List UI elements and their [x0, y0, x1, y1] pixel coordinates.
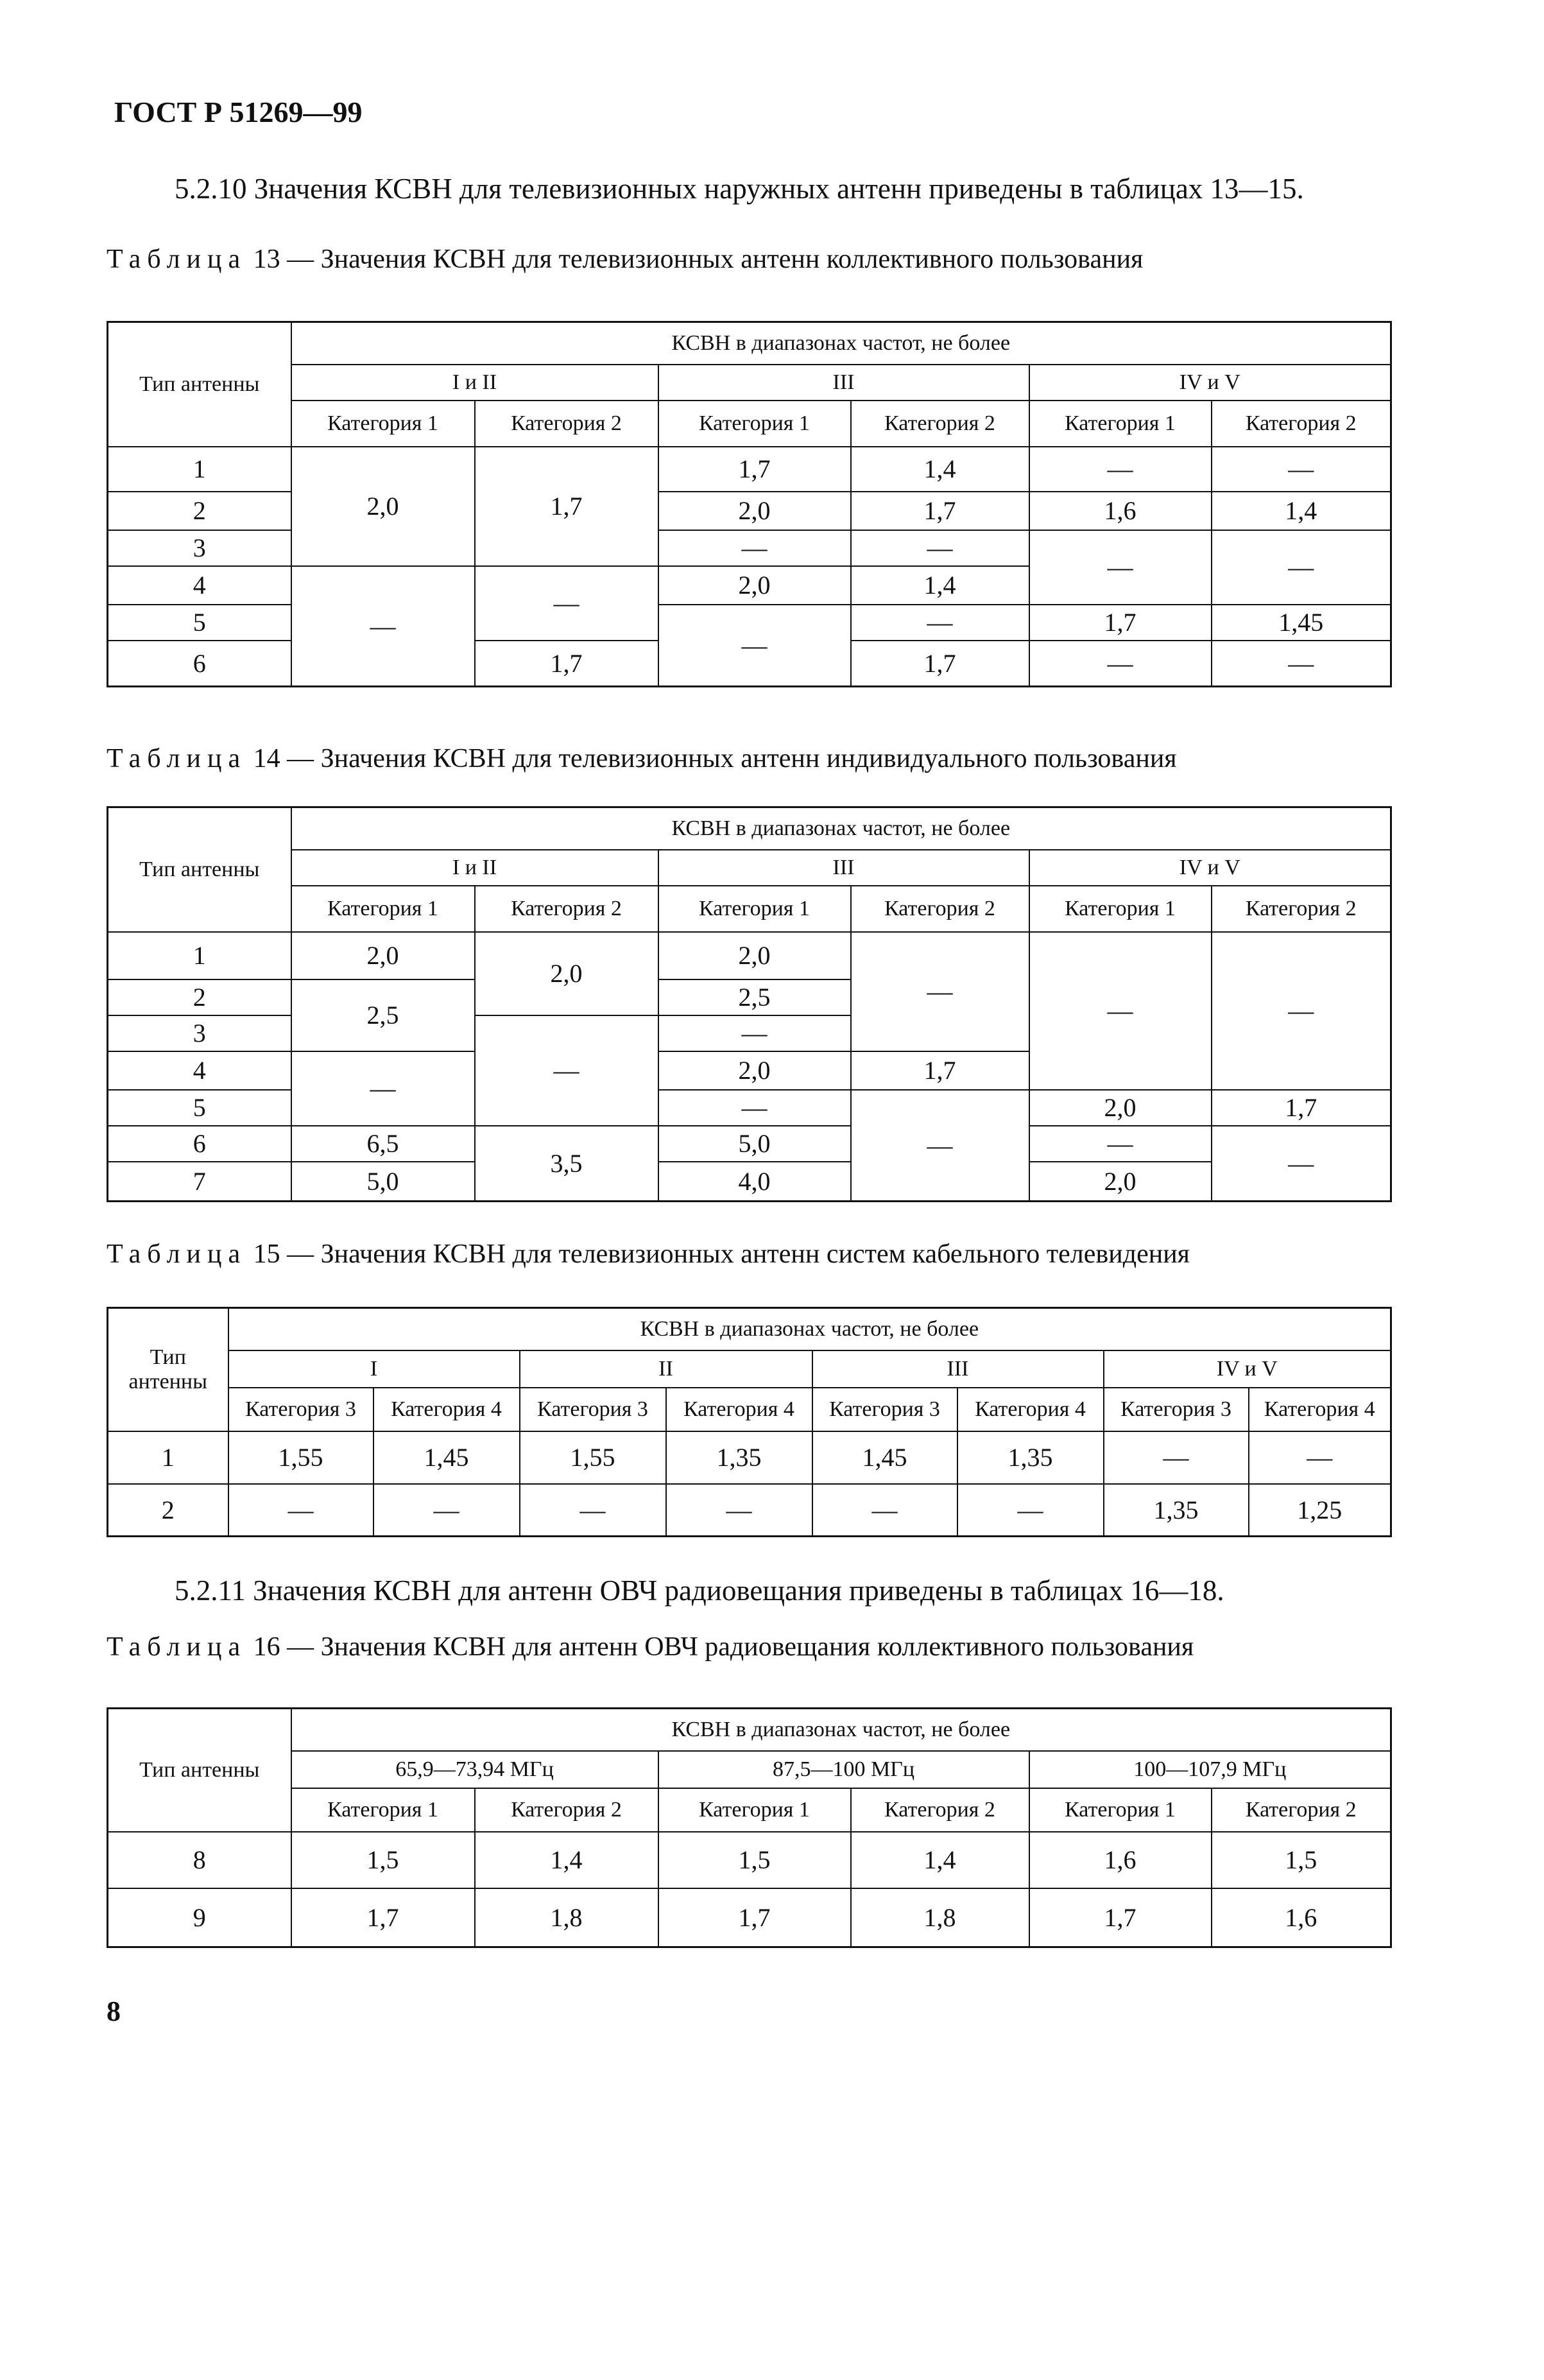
value-cell: —: [1212, 530, 1391, 605]
row-type: 5: [108, 1090, 291, 1126]
band-header: 100—107,9 МГц: [1029, 1751, 1391, 1788]
row-type: 3: [108, 530, 291, 566]
category-header: Категория 2: [851, 886, 1029, 932]
value-cell: —: [291, 1051, 475, 1126]
value-cell: 5,0: [291, 1162, 475, 1202]
band-header: I и II: [291, 365, 658, 401]
band-header: IV и V: [1104, 1350, 1391, 1388]
value-cell: 1,8: [851, 1888, 1029, 1947]
table-16: [107, 1707, 1392, 1948]
value-cell: —: [658, 1015, 851, 1051]
value-cell: 1,7: [1029, 1888, 1212, 1947]
value-cell: —: [228, 1484, 373, 1537]
value-cell: 2,0: [291, 932, 475, 979]
value-cell: —: [666, 1484, 812, 1537]
table-13: [107, 321, 1392, 687]
value-cell: —: [1029, 932, 1212, 1090]
value-cell: —: [658, 530, 851, 566]
table-15-caption: [107, 1239, 1190, 1270]
paragraph-5-2-10: 5.2.10 Значения КСВН для телевизионных наружных антенн приведены в таблицах 13—15.: [175, 173, 1304, 205]
caption-text: 14 — Значения КСВН для телевизионных антенн индивидуального пользования: [253, 744, 1177, 773]
row-type: 1: [108, 447, 291, 492]
value-cell: 1,7: [851, 492, 1029, 530]
row-type: 5: [108, 605, 291, 641]
band-header: I: [228, 1350, 520, 1388]
row-type: 6: [108, 641, 291, 687]
category-header: Категория 2: [475, 1788, 658, 1832]
value-cell: —: [851, 932, 1029, 1051]
value-cell: 1,4: [851, 447, 1029, 492]
value-cell: 1,4: [851, 1832, 1029, 1888]
value-cell: —: [1212, 447, 1391, 492]
category-header: Категория 1: [658, 1788, 851, 1832]
row-type: 3: [108, 1015, 291, 1051]
row-type: 9: [108, 1888, 291, 1947]
caption-word: Таблица: [107, 1632, 247, 1662]
value-cell: —: [1249, 1431, 1391, 1484]
value-cell: 1,35: [957, 1431, 1104, 1484]
category-header: Категория 3: [1104, 1388, 1249, 1431]
row-type: 4: [108, 1051, 291, 1090]
value-cell: 1,55: [228, 1431, 373, 1484]
category-header: Категория 1: [291, 1788, 475, 1832]
value-cell: —: [1104, 1431, 1249, 1484]
band-header: IV и V: [1029, 850, 1391, 886]
row-type: 1: [108, 1431, 228, 1484]
row-type: 4: [108, 566, 291, 605]
table-16-caption: [107, 1632, 1194, 1662]
value-cell: —: [851, 605, 1029, 641]
band-header: IV и V: [1029, 365, 1391, 401]
table-13-caption: [107, 244, 1143, 275]
table-15: [107, 1307, 1392, 1537]
table-14: [107, 806, 1392, 1202]
value-cell: 1,7: [475, 447, 658, 566]
value-cell: —: [957, 1484, 1104, 1537]
category-header: Категория 4: [957, 1388, 1104, 1431]
value-cell: 6,5: [291, 1126, 475, 1162]
value-cell: 3,5: [475, 1126, 658, 1202]
caption-text: 13 — Значения КСВН для телевизионных антенн коллективного пользования: [253, 245, 1144, 274]
value-cell: 2,0: [658, 1051, 851, 1090]
category-header: Категория 3: [520, 1388, 666, 1431]
band-header: III: [658, 365, 1029, 401]
value-cell: 1,5: [291, 1832, 475, 1888]
category-header: Категория 1: [658, 401, 851, 447]
value-cell: —: [475, 1015, 658, 1126]
value-cell: 1,45: [1212, 605, 1391, 641]
standard-header: ГОСТ Р 51269—99: [114, 96, 363, 128]
value-cell: 1,7: [851, 1051, 1029, 1090]
value-cell: —: [1212, 932, 1391, 1090]
value-cell: 1,4: [1212, 492, 1391, 530]
caption-word: Таблица: [107, 1239, 247, 1269]
value-cell: 1,7: [658, 447, 851, 492]
table-14-caption: [107, 743, 1177, 774]
category-header: Категория 4: [1249, 1388, 1391, 1431]
band-header: 65,9—73,94 МГц: [291, 1751, 658, 1788]
value-cell: 1,55: [520, 1431, 666, 1484]
type-header: Тип антенны: [108, 807, 291, 932]
value-cell: —: [1029, 447, 1212, 492]
band-header: 87,5—100 МГц: [658, 1751, 1029, 1788]
paragraph-5-2-11: 5.2.11 Значения КСВН для антенн ОВЧ радиовещания приведены в таблицах 16—18.: [175, 1574, 1224, 1607]
category-header: Категория 4: [373, 1388, 520, 1431]
table-row: [108, 1888, 1391, 1947]
value-cell: 1,6: [1029, 492, 1212, 530]
row-type: 7: [108, 1162, 291, 1202]
category-header: Категория 2: [1212, 1788, 1391, 1832]
value-cell: —: [851, 530, 1029, 566]
value-cell: 2,0: [658, 566, 851, 605]
value-cell: 1,7: [475, 641, 658, 687]
value-cell: —: [291, 566, 475, 687]
type-header-line: антенны: [128, 1369, 207, 1393]
value-cell: 2,0: [291, 447, 475, 566]
category-header: Категория 2: [1212, 886, 1391, 932]
ksvn-header: КСВН в диапазонах частот, не более: [291, 322, 1391, 365]
value-cell: 1,45: [373, 1431, 520, 1484]
category-header: Категория 2: [851, 401, 1029, 447]
category-header: Категория 1: [1029, 886, 1212, 932]
row-type: 2: [108, 1484, 228, 1537]
value-cell: 2,0: [658, 932, 851, 979]
value-cell: 2,5: [291, 979, 475, 1051]
ksvn-header: КСВН в диапазонах частот, не более: [291, 1709, 1391, 1751]
page-number: 8: [107, 1996, 121, 2027]
caption-text: 16 — Значения КСВН для антенн ОВЧ радиовещания коллективного пользования: [253, 1632, 1194, 1662]
value-cell: 1,7: [851, 641, 1029, 687]
ksvn-header: КСВН в диапазонах частот, не более: [291, 807, 1391, 850]
value-cell: 1,35: [1104, 1484, 1249, 1537]
category-header: Категория 1: [291, 886, 475, 932]
category-header: Категория 2: [475, 886, 658, 932]
value-cell: 2,0: [658, 492, 851, 530]
category-header: Категория 2: [1212, 401, 1391, 447]
band-header: I и II: [291, 850, 658, 886]
value-cell: —: [1029, 641, 1212, 687]
value-cell: 1,4: [851, 566, 1029, 605]
type-header: Тип антенны: [108, 322, 291, 447]
value-cell: 2,0: [1029, 1162, 1212, 1202]
value-cell: —: [475, 566, 658, 641]
value-cell: 1,35: [666, 1431, 812, 1484]
value-cell: 1,6: [1212, 1888, 1391, 1947]
caption-word: Таблица: [107, 744, 247, 773]
value-cell: 1,4: [475, 1832, 658, 1888]
category-header: Категория 1: [658, 886, 851, 932]
value-cell: —: [373, 1484, 520, 1537]
type-header-line: Тип: [150, 1345, 186, 1369]
category-header: Категория 4: [666, 1388, 812, 1431]
row-type: 1: [108, 932, 291, 979]
value-cell: —: [1212, 641, 1391, 687]
value-cell: 1,8: [475, 1888, 658, 1947]
value-cell: 1,25: [1249, 1484, 1391, 1537]
type-header: [108, 1308, 228, 1431]
value-cell: 1,45: [812, 1431, 957, 1484]
value-cell: —: [1029, 1126, 1212, 1162]
value-cell: 5,0: [658, 1126, 851, 1162]
band-header: III: [658, 850, 1029, 886]
value-cell: 2,0: [1029, 1090, 1212, 1126]
value-cell: 1,7: [658, 1888, 851, 1947]
category-header: Категория 2: [851, 1788, 1029, 1832]
value-cell: —: [812, 1484, 957, 1537]
row-type: 8: [108, 1832, 291, 1888]
category-header: Категория 3: [228, 1388, 373, 1431]
row-type: 2: [108, 492, 291, 530]
value-cell: —: [1212, 1126, 1391, 1202]
category-header: Категория 2: [475, 401, 658, 447]
table-row: [108, 1832, 1391, 1888]
value-cell: —: [658, 1090, 851, 1126]
value-cell: 1,7: [1212, 1090, 1391, 1126]
value-cell: 1,7: [1029, 605, 1212, 641]
row-type: 6: [108, 1126, 291, 1162]
type-header: Тип антенны: [108, 1709, 291, 1832]
table-row: [108, 1484, 1391, 1537]
value-cell: 1,6: [1029, 1832, 1212, 1888]
category-header: Категория 3: [812, 1388, 957, 1431]
caption-word: Таблица: [107, 245, 247, 274]
value-cell: 1,5: [1212, 1832, 1391, 1888]
value-cell: —: [1029, 530, 1212, 605]
ksvn-header: КСВН в диапазонах частот, не более: [228, 1308, 1391, 1350]
band-header: III: [812, 1350, 1104, 1388]
row-type: 2: [108, 979, 291, 1015]
caption-text: 15 — Значения КСВН для телевизионных антенн систем кабельного телевидения: [253, 1239, 1190, 1269]
value-cell: 2,5: [658, 979, 851, 1015]
value-cell: 1,7: [291, 1888, 475, 1947]
value-cell: 4,0: [658, 1162, 851, 1202]
value-cell: —: [851, 1090, 1029, 1202]
table-row: [108, 1431, 1391, 1484]
value-cell: —: [520, 1484, 666, 1537]
value-cell: 2,0: [475, 932, 658, 1015]
category-header: Категория 1: [1029, 401, 1212, 447]
category-header: Категория 1: [291, 401, 475, 447]
category-header: Категория 1: [1029, 1788, 1212, 1832]
band-header: II: [520, 1350, 812, 1388]
value-cell: —: [658, 605, 851, 687]
value-cell: 1,5: [658, 1832, 851, 1888]
